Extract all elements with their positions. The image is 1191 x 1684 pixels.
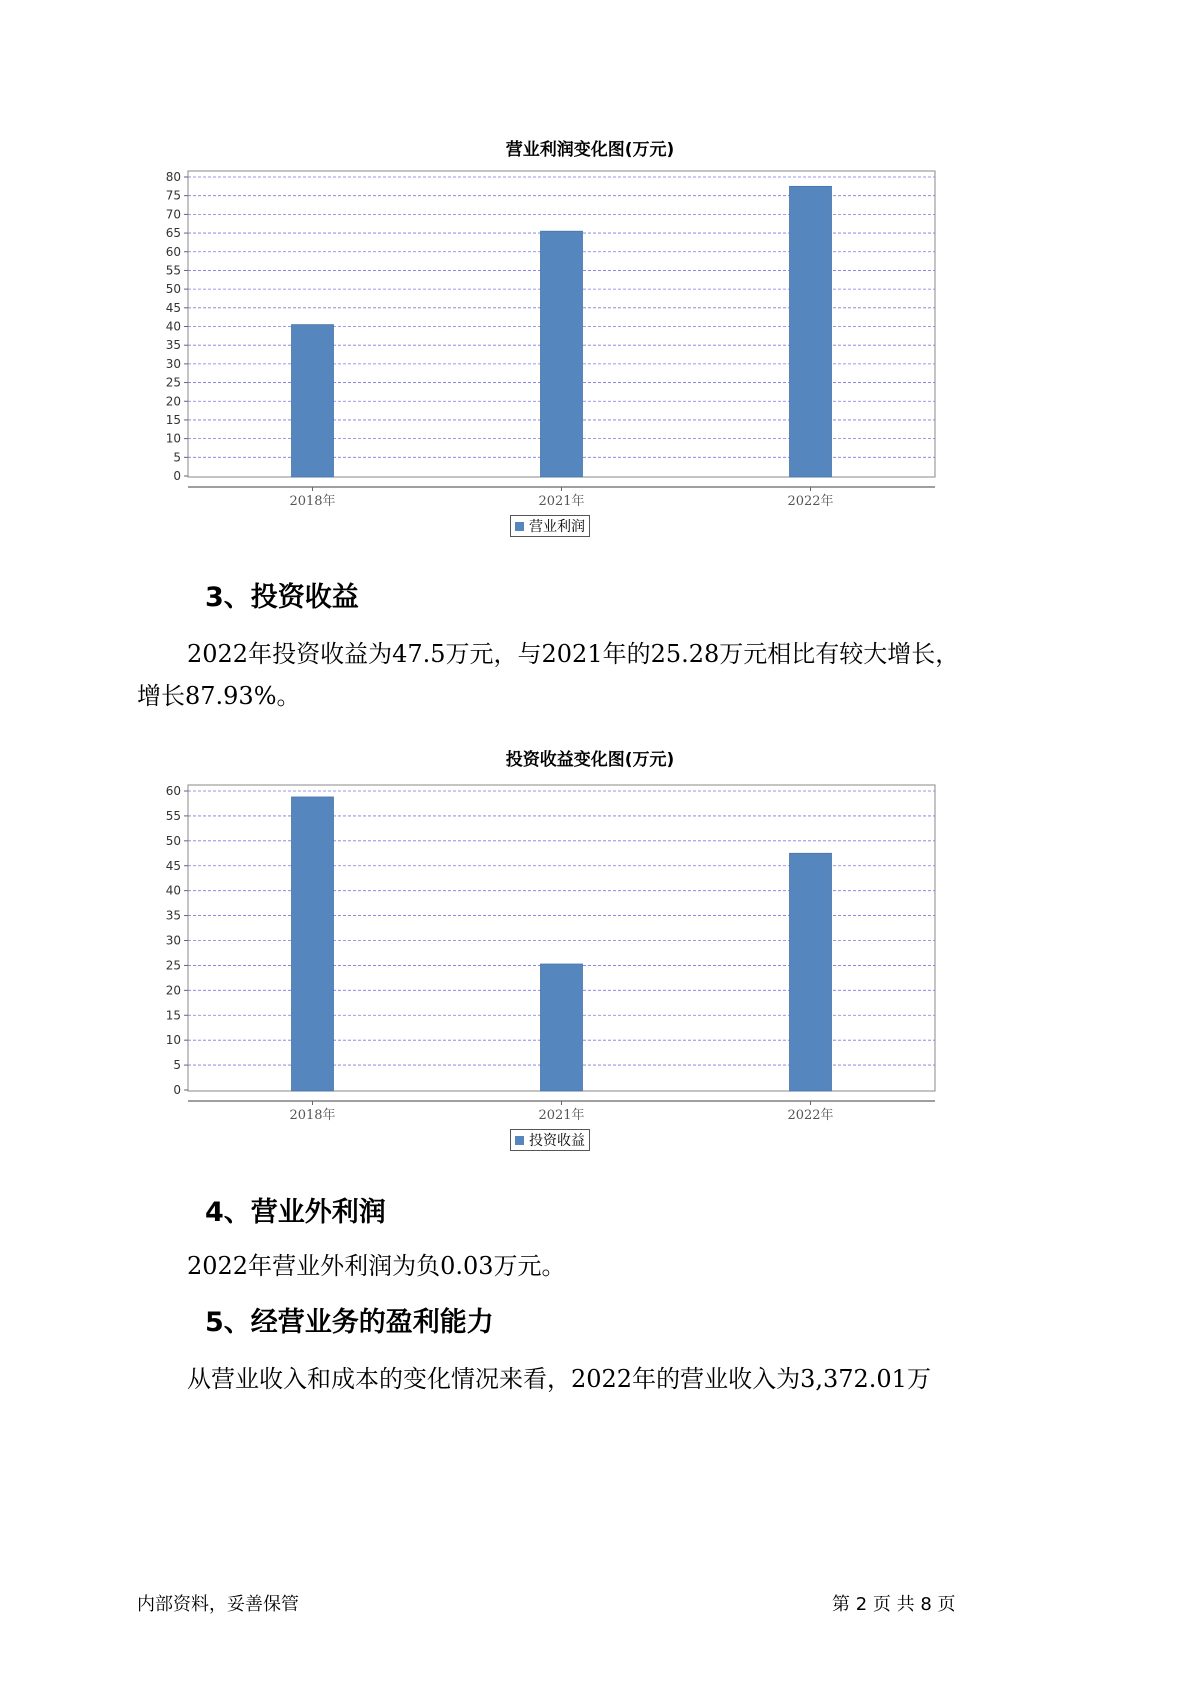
x-tick-label: 2021年 xyxy=(538,494,585,509)
x-tick-label: 2022年 xyxy=(787,494,834,509)
chart-title: 投资收益变化图(万元) xyxy=(505,750,675,770)
y-tick-label: 40 xyxy=(165,319,181,334)
y-tick-label: 5 xyxy=(173,1058,181,1073)
footer-left: 内部资料，妥善保管 xyxy=(137,1594,299,1615)
section-4-paragraph: 2022年营业外利润为负0.03万元。 xyxy=(187,1252,566,1280)
y-tick-label: 10 xyxy=(165,431,181,446)
footer-right: 第 2 页 共 8 页 xyxy=(832,1594,956,1615)
section-3-paragraph-line1: 2022年投资收益为47.5万元，与2021年的25.28万元相比有较大增长， xyxy=(187,640,960,668)
x-tick-label: 2018年 xyxy=(289,494,336,509)
bar xyxy=(541,964,583,1091)
chart-plot xyxy=(160,775,1020,1165)
investment-income-chart xyxy=(160,745,1020,1165)
x-tick-label: 2022年 xyxy=(787,1108,834,1123)
y-tick-label: 60 xyxy=(165,784,181,798)
y-tick-label: 25 xyxy=(165,958,181,973)
legend-label: 营业利润 xyxy=(529,519,585,535)
y-tick-label: 75 xyxy=(165,188,181,203)
y-tick-label: 20 xyxy=(165,394,181,409)
y-tick-label: 55 xyxy=(165,263,181,278)
y-tick-label: 45 xyxy=(165,300,181,315)
chart-legend xyxy=(510,515,590,537)
legend-label: 投资收益 xyxy=(529,1133,585,1149)
section-3-heading: 3、投资收益 xyxy=(205,582,359,613)
y-tick-label: 20 xyxy=(165,983,181,998)
section-3-paragraph-line2: 增长87.93%。 xyxy=(137,682,301,710)
y-tick-label: 50 xyxy=(165,282,181,297)
bar xyxy=(292,325,334,477)
y-tick-label: 40 xyxy=(165,883,181,898)
y-tick-label: 30 xyxy=(165,356,181,371)
chart-title: 营业利润变化图(万元) xyxy=(505,140,675,160)
chart-plot xyxy=(160,165,1020,555)
y-tick-label: 15 xyxy=(165,412,181,427)
y-tick-label: 0 xyxy=(173,469,181,483)
y-tick-label: 45 xyxy=(165,858,181,873)
section-4-heading: 4、营业外利润 xyxy=(205,1197,386,1228)
operating-profit-chart xyxy=(160,135,1020,555)
y-tick-label: 55 xyxy=(165,808,181,823)
legend-swatch xyxy=(515,522,524,531)
section-5-paragraph: 从营业收入和成本的变化情况来看，2022年的营业收入为3,372.01万 xyxy=(187,1365,931,1393)
y-tick-label: 35 xyxy=(165,338,181,353)
y-tick-label: 80 xyxy=(165,170,181,184)
bar xyxy=(790,853,832,1091)
y-tick-label: 15 xyxy=(165,1008,181,1023)
bar xyxy=(292,797,334,1091)
x-tick-label: 2021年 xyxy=(538,1108,585,1123)
y-tick-label: 60 xyxy=(165,244,181,259)
y-tick-label: 65 xyxy=(165,226,181,241)
y-tick-label: 35 xyxy=(165,908,181,923)
y-tick-label: 25 xyxy=(165,375,181,390)
chart-legend xyxy=(510,1129,590,1151)
y-tick-label: 50 xyxy=(165,833,181,848)
y-tick-label: 5 xyxy=(173,450,181,465)
y-tick-label: 10 xyxy=(165,1033,181,1048)
bar xyxy=(541,231,583,477)
legend-swatch xyxy=(515,1136,524,1145)
section-5-heading: 5、经营业务的盈利能力 xyxy=(205,1307,494,1338)
y-tick-label: 0 xyxy=(173,1083,181,1097)
x-tick-label: 2018年 xyxy=(289,1108,336,1123)
y-tick-label: 70 xyxy=(165,207,181,222)
bar xyxy=(790,186,832,477)
y-tick-label: 30 xyxy=(165,933,181,948)
